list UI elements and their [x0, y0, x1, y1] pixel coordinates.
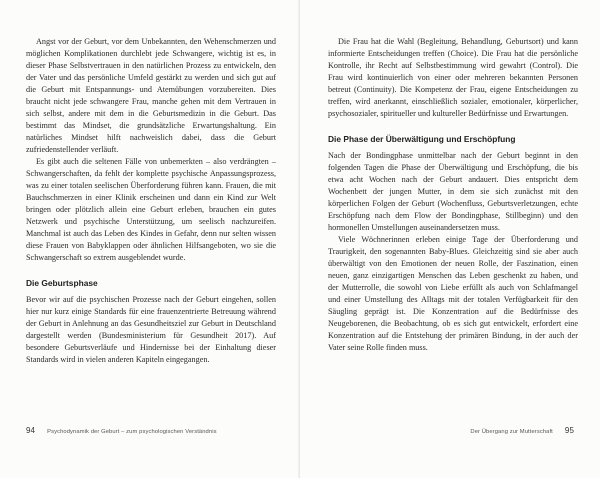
left-footer [26, 426, 217, 435]
left-page-number: 94 [26, 426, 36, 435]
left-text-column [26, 36, 276, 366]
right-paragraph-2: Nach der Bondingphase unmittelbar nach der Geburt beginnt in den folgenden Tagen die Phase der Überwältigung und Erschöpfung, die bis etwa acht Wochen nach der Geburt andauert. Dies entspricht dem Wochenbett der jungen Mutter, in dem sie sich zunächst mit den körperlichen Folgen der Geburt (Wochenfluss, Geburtsverletzungen, echte Erschöpfung nach dem Flow der Bondingphase, Stillbeginn) und den hormonellen Umstellungen auseinandersetzen muss. [328, 151, 578, 232]
right-footer [470, 426, 574, 435]
right-running-head: Der Übergang zur Mutterschaft [470, 429, 553, 435]
right-page [300, 0, 600, 478]
left-paragraph-2: Es gibt auch die seltenen Fälle von unbemerkten – also verdrängten – Schwangerschaften, da fehlt der komplette psychische Anpassungsprozess, was zu einer totalen seelischen Überforderung führen kann. Frauen, die mit Bauchschmerzen in einer Klinik erscheinen und dann ein Kind zur Welt bringen oder plötzlich allein eine Geburt erleben, brauchen ein gutes Netzwerk und psychische Unterstützung, um seelisch nachzureifen. Manchmal ist auch das Leben des Kindes in Gefahr, denn nur selten wissen diese Frauen von Babyklappen oder ähnlichen Hilfsangeboten, wo sie die Schwangerschaft so extrem ausgeblendet wurde. [26, 157, 276, 262]
right-paragraph-1: Die Frau hat die Wahl (Begleitung, Behandlung, Geburtsort) und kann informierte Entscheidungen treffen (Choice). Die Frau hat die persönliche Kontrolle, ihr Recht auf Selbstbestimmung wird gewahrt (Control). Die Frau wird kontinuierlich von einer oder mehreren bekannten Personen betreut (Continuity). Die Kompetenz der Frau, eigene Entscheidungen zu treffen, wird anerkannt, einschließlich sozialer, emotionaler, körperlicher, psychosozialer, spiritueller und kultureller Bedürfnisse und Erwartungen. [328, 37, 578, 118]
right-page-number: 95 [564, 426, 574, 435]
left-section-heading: Die Geburtsphase [26, 278, 98, 288]
left-running-head: Psychodynamik der Geburt – zum psychologischen Verständnis [47, 429, 217, 435]
left-paragraph-3: Bevor wir auf die psychischen Prozesse nach der Geburt eingehen, sollen hier nur kurz einige Standards für eine frauenzentrierte Betreuung während der Geburt in Anlehnung an das Gesundheitsziel zur Geburt in Deutschland dargestellt werden (Bundesministerium für Gesundheit 2017). Auf besondere Geburtsverläufe und Hindernisse bei der Einhaltung dieser Standards wird in vielen anderen Kapiteln eingegangen. [26, 295, 276, 364]
right-paragraph-3: Viele Wöchnerinnen erleben einige Tage der Überforderung und Traurigkeit, den sogenannten Baby-Blues. Gleichzeitig sind sie aber auch überwältigt von den Emotionen der neuen Rolle, der Faszination, einen neuen, ganz einzigartigen Menschen das Leben geschenkt zu haben, und der Mutterrolle, die sowohl von Liebe erfüllt als auch von Schlafmangel und einer Umstellung des Alltags mit der totalen Verfügbarkeit für den Säugling geprägt ist. Die Konzentration auf die Bedürfnisse des Neugeborenen, die Beobachtung, ob es sich gut entwickelt, erfordert eine Konzentration auf die Entstehung der primären Bindung, in der auch der Vater seine Rolle finden muss. [328, 235, 578, 352]
right-text-column [328, 36, 578, 354]
right-section-heading: Die Phase der Überwältigung und Erschöpfung [328, 134, 516, 144]
left-paragraph-1: Angst vor der Geburt, vor dem Unbekannten, den Wehenschmerzen und möglichen Komplikationen durchlebt jede Schwangere, wichtig ist es, in dieser Phase Selbstvertrauen in den natürlichen Prozess zu entwickeln, den der Vater und das persönliche Umfeld gestärkt zu werden und sich gut auf die Geburt mit Entspannungs- und Atemübungen vorzubereiten. Dies braucht nicht jede schwangere Frau, manche gehen mit dem Vertrauen in sich selbst, andere mit dem in die Geburtsmedizin in die Geburt. Das bestimmt das Mindset, die grundsätzliche Erwartungshaltung. Ein natürliches Mindset hilft nachweislich dabei, dass die Geburt zufriedenstellender verläuft. [26, 37, 276, 154]
